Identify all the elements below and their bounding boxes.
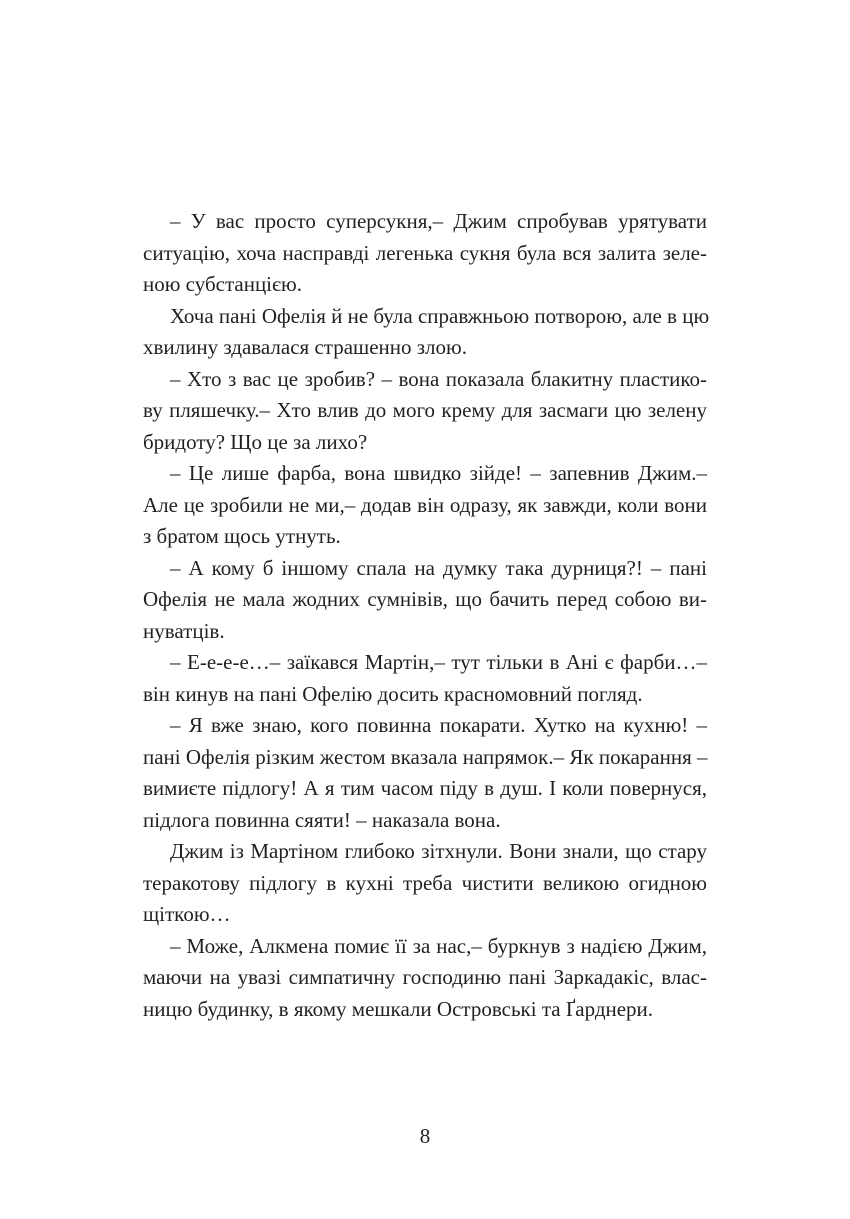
text-line: Офелія не мала жодних сумнівів, що бачить перед собою ви- <box>143 587 707 611</box>
text-line: ситуацію, хоча насправді легенька сукня була вся залита зеле- <box>143 240 707 265</box>
text-line: ву пляшечку.– Хто влив до мого крему для засмаги цю зелену <box>143 398 707 422</box>
text-line: – Я вже знаю, кого повинна покарати. Хутко на кухню! – <box>170 713 707 737</box>
text-line: ницю будинку, в якому мешкали Островські та Ґарднери. <box>143 996 654 1021</box>
text-line: бридоту? Що це за лихо? <box>143 429 368 454</box>
text-line: маючи на увазі симпатичну господиню пані Заркадакіс, влас- <box>143 965 707 989</box>
text-line: Хоча пані Офелія й не була справжньою потворою, але в цю <box>170 303 710 328</box>
page-number: 8 <box>419 1124 431 1148</box>
body-text <box>143 206 710 1025</box>
text-line: пані Офелія різким жестом вказала напрямок.– Як покарання – <box>143 744 708 769</box>
text-line: щіткою… <box>143 902 231 926</box>
text-line: нуватців. <box>143 618 225 643</box>
text-line: – А кому б іншому спала на думку така дурниця?! – пані <box>170 555 707 580</box>
text-line: з братом щось утнуть. <box>143 524 341 548</box>
text-line: він кинув на пані Офелію досить красномовний погляд. <box>143 681 643 706</box>
text-line: – Хто з вас це зробив? – вона показала блакитну пластико- <box>170 366 707 391</box>
text-line: хвилину здавалася страшенно злою. <box>143 335 467 359</box>
text-line: підлога повинна сяяти! – наказала вона. <box>143 807 501 832</box>
text-line: – У вас просто суперсукня,– Джим спробував урятувати <box>170 209 707 233</box>
text-line: вимиєте підлогу! А я тим часом піду в душ. І коли повернуся, <box>143 776 707 800</box>
text-line: Джим із Мартіном глибоко зітхнули. Вони знали, що стару <box>170 839 707 863</box>
text-line: – Це лише фарба, вона швидко зійде! – запевнив Джим.– <box>170 461 707 485</box>
text-line: – Може, Алкмена помиє її за нас,– буркнув з надією Джим, <box>170 933 707 958</box>
text-line: теракотову підлогу в кухні треба чистити великою огидною <box>143 870 707 895</box>
text-line: – Е-е-е-е…– заїкався Мартін,– тут тільки в Ані є фарби…– <box>170 650 707 674</box>
text-line: Але це зробили не ми,– додав він одразу, як завжди, коли вони <box>143 492 707 517</box>
text-line: ною субстанцією. <box>143 272 302 296</box>
